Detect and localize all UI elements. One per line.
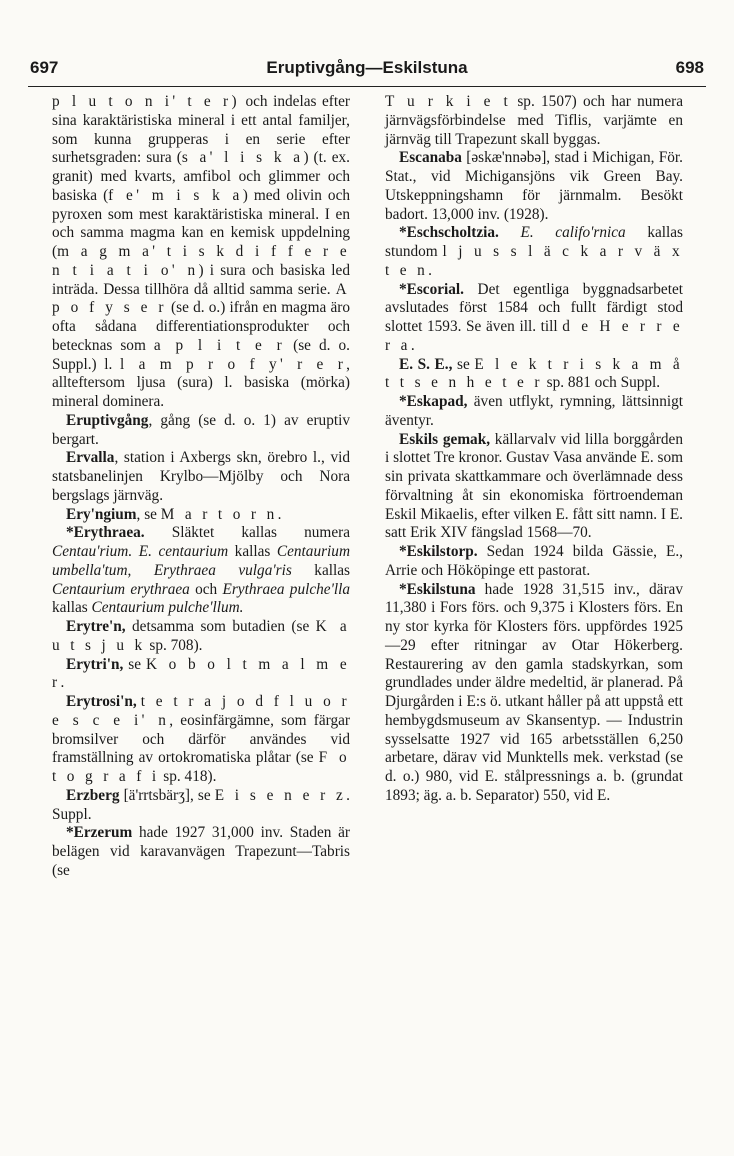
headword: *Eskilstorp. [399,543,478,560]
entry-text: [əskæ'nnəbə], stad i Michigan, För. Stat., vid Michigansjöns vik Green Bay. Utskeppningshamn för järnmalm. Besökt badort. 13,000 inv. (1928). [385,149,683,223]
entry-text: sp. 708). [145,636,203,654]
entry-text: [ä'rrtsbärʒ], se [119,786,215,804]
entry-eruptivgang [52,412,350,450]
entry-text: , eosinfärgämne, som färgar bromsilver och därför användes vid framställning av ortokromatiska plåtar (se [52,711,350,767]
headword: *Escorial. [399,280,465,298]
entry-text: Erythraea pulche'lla [222,580,350,598]
headword: Ervalla [66,449,115,467]
headword: Ery'ngium [66,505,137,523]
entry-eryngium [52,506,350,525]
headword: *Erzerum [66,824,133,842]
entry-text: sp. 1507) och har numera järnvägsförbindelse med Tiflis, varjämte en järnväg till Trapezunt skall byggas. [385,93,683,148]
entry-text: Släktet kallas numera [144,524,350,542]
entry-text: och [189,580,223,598]
entry-text: Det egentliga byggnadsarbetet avslutades först 1584 och fullt färdigt stod slottet 1593. Se även ill. till [385,280,683,335]
entry-text: E. califo'rnica [520,224,626,242]
entry-text: detsamma som butadien (se [125,618,316,635]
entry-text: hade 1927 31,000 inv. Staden är belägen vid karavanvägen Trapezunt—Tabris (se [52,824,350,879]
entry-text: . [410,336,415,354]
entry-text: källarvalv vid lilla borggården i slottet Tre kronor. Gustav Vasa använde E. som sin privata skattkammare och överlämnade dess förvaltning åt sin ekonomiska förtroendeman Eskil Mikaelis, efter vilken E. fått sitt namn. I E. satt Erik XIV fängslad 1568—70. [385,430,683,542]
page-number-left: 697 [30,58,59,77]
headword: *Eschscholtzia. [399,224,499,242]
headword: E. S. E., [399,355,453,373]
entry-ervalla [52,449,350,505]
entry-erzerum [52,824,350,880]
entry-text: p l u t o n i' t e r) [52,93,240,110]
entry-text: kallas [228,543,277,560]
entry-text: och indelas efter sina karaktäristiska mineral i ett antal familjer, som kunna grupperas i en serie efter surhetsgraden: sura ( [52,93,351,167]
entry-text: . [428,261,432,279]
headword: Eruptivgång [66,411,149,429]
headword: *Eskapad, [399,393,468,410]
entry-text: l a m p r o f y' r e r [119,355,347,373]
entry-text: A p o f y s e r [52,280,350,317]
entry-text: a p l i t e r [153,336,286,354]
entry-text: F o t o g r a f i [52,749,351,785]
entry-text: d e H e r r e r a [385,318,683,354]
entry-escanaba [385,149,683,224]
entry-ese [385,356,683,394]
entry-text: l j u s s l ä c k a r v ä x t e n [385,243,683,279]
entry-eskilstorp [385,543,683,581]
entry-text: kallas [291,561,350,579]
entry-text: ) med olivin och pyroxen som mest karaktäristiska mineral. I en och samma magma kan en kemisk uppdelning ( [52,186,351,260]
entry-text: hade 1928 31,515 inv., därav 11,380 i Fors förs. och 9,375 i Klosters förs. En ny stor kyrka för Klosters förs. uppfördes 1925—29 efter ritningar av Otar Hökerberg. Restaurering av den gamla stadskyrkan, som grundlades under äldre medeltid, är planerad. På Djurgården i E:s ö. utkant håller på att uppstå ett hembygdsmuseum av Skansentyp. — Industrin sysselsatte 1927 vid 165 arbetsställen 6,250 arbetare, därav vid Munktells mek. verkstad (se d. o.) 980, vid E. stålpressnings a. b. (grundat 1893; äg. a. b. Separator) 550, vid E. [385,580,683,804]
entry-text: sp. 881 och Suppl. [542,374,661,392]
entry-eskils-gemak [385,431,683,544]
entry-text: , station i Axbergs skn, örebro l., vid statsbanelinjen Krylbo—Mjölby och Nora bergslags järnväg. [52,449,350,504]
headword: *Eskilstuna [399,580,476,598]
running-header [30,58,704,88]
headword: Escanaba [399,149,462,167]
entry-text: sp. 418). [159,768,217,785]
entry-eskapad [385,393,683,431]
entry-text: t e t r a j o d f l u o r e s c e i' n [52,693,350,729]
entry-text [499,224,521,241]
headword: Erzberg [66,786,120,804]
entry-text: E l e k t r i s k a m å t t s e n h e t e r [385,355,683,392]
entry-text: Centaurium erythraea [52,580,190,598]
entry-text: Centau'rium. E. centaurium [52,543,229,560]
entry-erythraea [52,524,350,618]
entry-text: även utflykt, rymning, lättsinnigt äventyr. [385,393,683,429]
entry-text: s a' l i s k a [181,149,304,167]
header-rule [28,86,706,87]
page-number-right: 698 [675,58,704,77]
entry-text: . [277,505,282,523]
entry-text: f e' m i s k a [108,186,243,204]
entry-erytren [52,618,350,656]
entry-text: , allteftersom ljusa (sura) l. basiska (mörka) mineral dominera. [52,355,350,410]
entry-text: . Suppl. [52,786,350,823]
entry-eschscholtzia [385,224,683,280]
entry-text: Centaurium umbella'tum, Erythraea vulga'ris [52,543,350,579]
headword: Erytrosi'n, [66,693,137,710]
entry-cont [52,93,350,412]
entry-text: , se [136,505,161,523]
entry-erytrosin [52,693,350,787]
entry-text: Centaurium pulche'llum. [91,599,244,617]
entry-text: K a u t s j u k [52,618,350,654]
headword: Erytri'n, [66,655,124,673]
left-column [52,93,350,881]
entry-text: M a r t o r n [160,505,278,523]
entry-text: , gång (se d. o. 1) av eruptiv bergart. [52,411,350,448]
entry-text: ) i sura och basiska led inträda. Dessa tillhöra då alltid samma serie. [52,261,350,298]
entry-text: se [123,655,146,673]
entry-text: kallas [52,599,92,617]
headword: Eskils gemak, [399,430,491,448]
entry-text: E i s e n e r z [214,786,347,804]
entry-eskilstuna [385,581,683,806]
entry-erytrin [52,656,350,694]
headword: *Erythraea. [66,524,145,542]
entry-escorial [385,281,683,356]
entry-text: kallas stundom [385,224,684,260]
entry-text: K o b o l t m a l m e r [52,655,350,692]
entry-text: (se d. o.) ifrån en magma äro ofta sådana differentiationsprodukter och betecknas som [52,299,350,354]
entry-text: . [60,674,65,692]
running-title: Eruptivgång—Eskilstuna [266,58,468,77]
entry-text: (se d. o. Suppl.) l. [52,336,350,373]
entry-text: ) (t. ex. granit) med kvarts, amfibol och glimmer och basiska ( [52,149,350,204]
entry-erzberg [52,787,350,825]
entry-text: m a g m a' t i s k d i f f e r e n t i a t i o' n [52,243,350,279]
entry-cont2 [385,93,683,149]
right-column [385,93,683,806]
entry-text: Sedan 1924 bilda Gässie, E., Arrie och Hököpinge ett pastorat. [385,543,683,579]
entry-text: T u r k i e t [385,93,512,110]
headword: Erytre'n, [66,618,126,635]
entry-text: se [452,355,475,373]
